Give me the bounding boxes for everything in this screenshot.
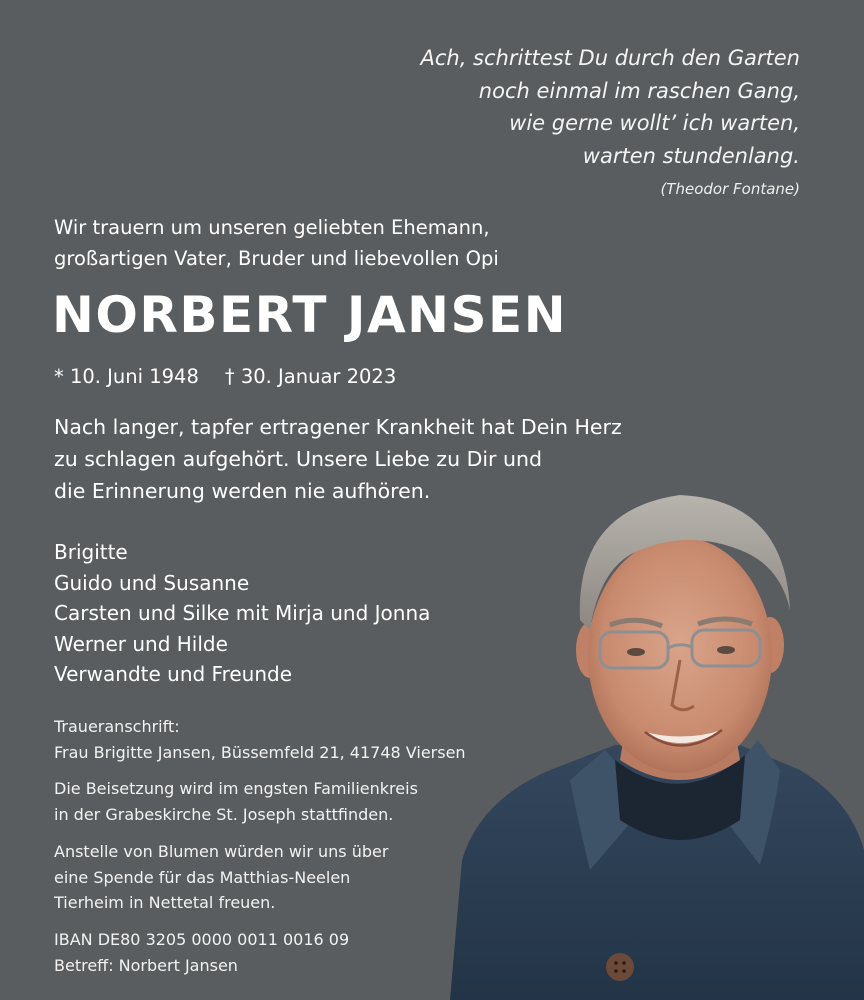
address-line: Frau Brigitte Jansen, Büssemfeld 21, 41748 Viersen [54, 742, 466, 762]
deceased-name: NORBERT JANSEN [52, 286, 568, 344]
donation-line: Tierheim in Nettetal freuen. [54, 893, 276, 912]
message-line: zu schlagen aufgehört. Unsere Liebe zu Dir und [54, 447, 542, 471]
poem-line: noch einmal im raschen Gang, [478, 78, 800, 103]
donation-line: Anstelle von Blumen würden wir uns über [54, 842, 389, 861]
family-member: Guido und Susanne [54, 570, 250, 595]
message-line: Nach langer, tapfer ertragener Krankheit hat Dein Herz [54, 415, 622, 439]
burial-line: Die Beisetzung wird im engsten Familienkreis [54, 779, 418, 798]
family-member: Werner und Hilde [54, 631, 228, 656]
family-member: Carsten und Silke mit Mirja und Jonna [54, 601, 431, 626]
burial-line: in der Grabeskirche St. Joseph stattfinden. [54, 804, 394, 824]
burial-info [54, 776, 418, 827]
iban-line: IBAN DE80 3205 0000 0011 0016 09 [54, 930, 350, 949]
intro-text [54, 212, 499, 274]
death-date: † 30. Januar 2023 [224, 365, 397, 388]
intro-line: großartigen Vater, Bruder und liebevollen Opi [54, 247, 499, 270]
family-list [54, 537, 430, 690]
poem-line: Ach, schrittest Du durch den Garten [420, 46, 800, 70]
mourning-address [54, 714, 466, 765]
life-dates [54, 362, 396, 392]
address-line: Traueranschrift: [54, 717, 180, 736]
message-line: die Erinnerung werden nie aufhören. [54, 479, 431, 503]
intro-line: Wir trauern um unseren geliebten Ehemann, [54, 216, 490, 239]
family-member: Brigitte [54, 540, 128, 564]
poem-author: (Theodor Fontane) [660, 180, 800, 198]
poem-line: warten stundenlang. [582, 143, 800, 168]
donation-info [54, 839, 388, 916]
poem-quote [420, 42, 800, 172]
family-member: Verwandte und Freunde [54, 662, 293, 687]
portrait-photo [440, 470, 864, 1000]
bank-info [54, 927, 349, 978]
reference-line: Betreff: Norbert Jansen [54, 955, 238, 975]
donation-line: eine Spende für das Matthias-Neelen [54, 867, 351, 887]
poem-line: wie gerne wollt’ ich warten, [509, 111, 800, 135]
birth-date: * 10. Juni 1948 [54, 365, 199, 388]
